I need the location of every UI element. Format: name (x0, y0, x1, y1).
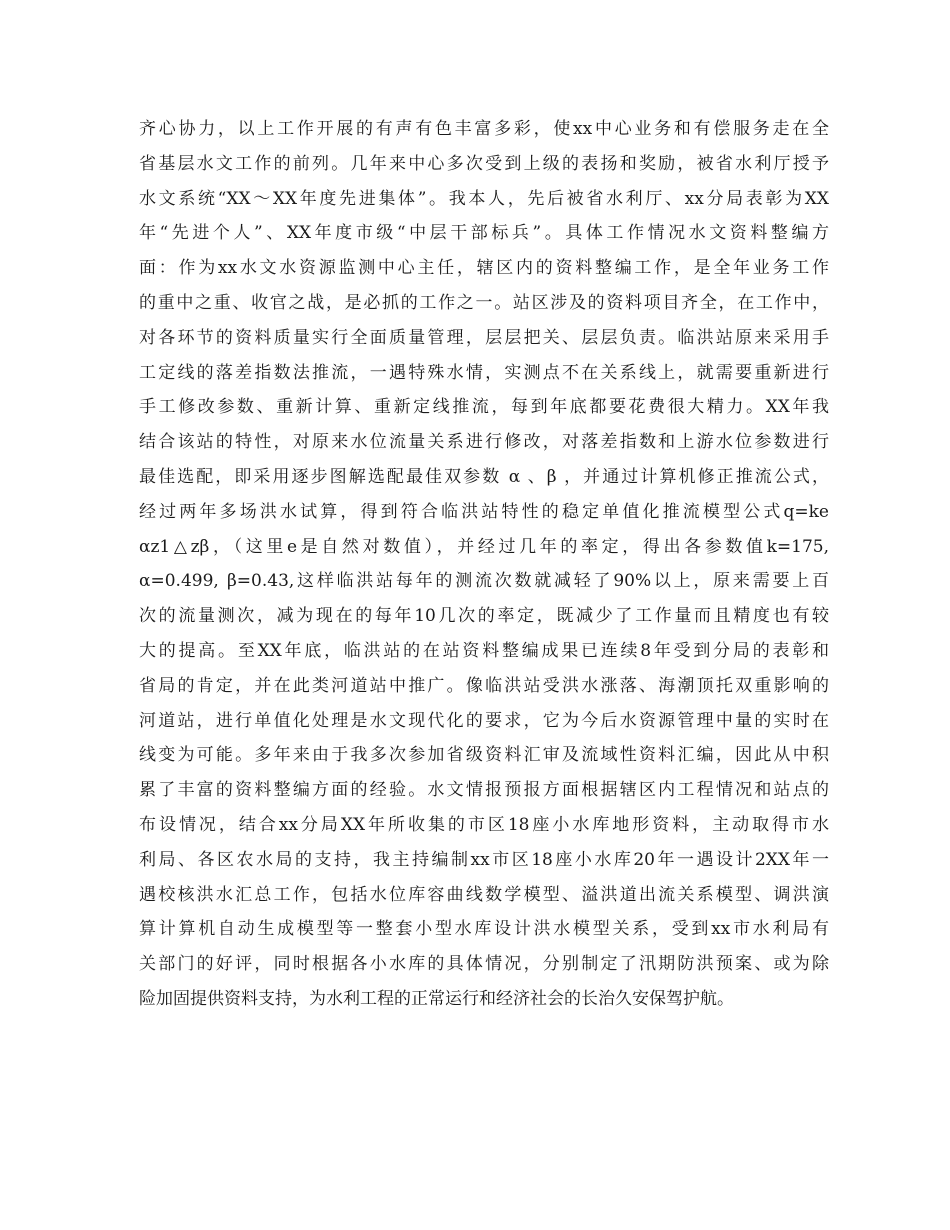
text-line: 水文系统“XX～XX年度先进集体”。我本人，先后被省水利厅、xx分局表彰为XX (139, 188, 829, 209)
text-line: 最佳选配，即采用逐步图解选配最佳双参数 α 、β ，并通过计算机修正推流公式， (139, 466, 829, 487)
text-line: 布设情况，结合xx分局XX年所收集的市区18座小水库地形资料，主动取得市水 (139, 814, 829, 835)
text-line: 算计算机自动生成模型等一整套小型水库设计洪水模型关系，受到xx市水利局有 (139, 919, 829, 940)
text-line: 结合该站的特性，对原来水位流量关系进行修改，对落差指数和上游水位参数进行 (139, 432, 829, 453)
text-line: 年“先进个人”、XX年度市级“中层干部标兵”。具体工作情况水文资料整编方 (139, 223, 829, 244)
text-line: 省局的肯定，并在此类河道站中推广。像临洪站受洪水涨落、海潮顶托双重影响的 (139, 675, 829, 696)
text-line: 利局、各区农水局的支持，我主持编制xx市区18座小水库20年一遇设计2XX年一 (139, 849, 829, 870)
text-line: 手工修改参数、重新计算、重新定线推流，每到年底都要花费很大精力。XX年我 (139, 397, 829, 418)
text-line: 线变为可能。多年来由于我多次参加省级资料汇审及流域性资料汇编，因此从中积 (139, 745, 829, 766)
text-line: α=0.499, β=0.43,这样临洪站每年的测流次数就减轻了90%以上，原来需要上百 (139, 571, 829, 592)
text-line: 险加固提供资料支持，为水利工程的正常运行和经济社会的长治久安保驾护航。 (139, 988, 734, 1009)
text-line: 次的流量测次，减为现在的每年10几次的率定，既减少了工作量而且精度也有较 (139, 606, 829, 627)
text-line: 面：作为xx水文水资源监测中心主任，辖区内的资料整编工作，是全年业务工作 (139, 258, 829, 279)
text-line: 遇校核洪水汇总工作，包括水位库容曲线数学模型、溢洪道出流关系模型、调洪演 (139, 884, 829, 905)
text-line: 经过两年多场洪水试算，得到符合临洪站特性的稳定单值化推流模型公式q=ke (139, 501, 829, 522)
text-line: 关部门的好评，同时根据各小水库的具体情况，分别制定了汛期防洪预案、或为除 (139, 954, 829, 975)
text-line: 累了丰富的资料整编方面的经验。水文情报预报方面根据辖区内工程情况和站点的 (139, 780, 829, 801)
text-line: 的重中之重、收官之战，是必抓的工作之一。站区涉及的资料项目齐全，在工作中， (139, 292, 829, 313)
text-line: 工定线的落差指数法推流，一遇特殊水情，实测点不在关系线上，就需要重新进行 (139, 362, 829, 383)
text-line: 对各环节的资料质量实行全面质量管理，层层把关、层层负责。临洪站原来采用手 (139, 327, 829, 348)
text-line: 省基层水文工作的前列。几年来中心多次受到上级的表扬和奖励，被省水利厅授予 (139, 153, 829, 174)
text-line: 河道站，进行单值化处理是水文现代化的要求，它为今后水资源管理中量的实时在 (139, 710, 829, 731)
text-line: αz1△zβ，（这里e是自然对数值），并经过几年的率定，得出各参数值k=175, (139, 536, 829, 557)
text-line: 齐心协力，以上工作开展的有声有色丰富多彩，使xx中心业务和有偿服务走在全 (139, 119, 829, 139)
body-paragraph (139, 112, 829, 1017)
text-line: 大的提高。至XX年底，临洪站的在站资料整编成果已连续8年受到分局的表彰和 (139, 640, 829, 661)
